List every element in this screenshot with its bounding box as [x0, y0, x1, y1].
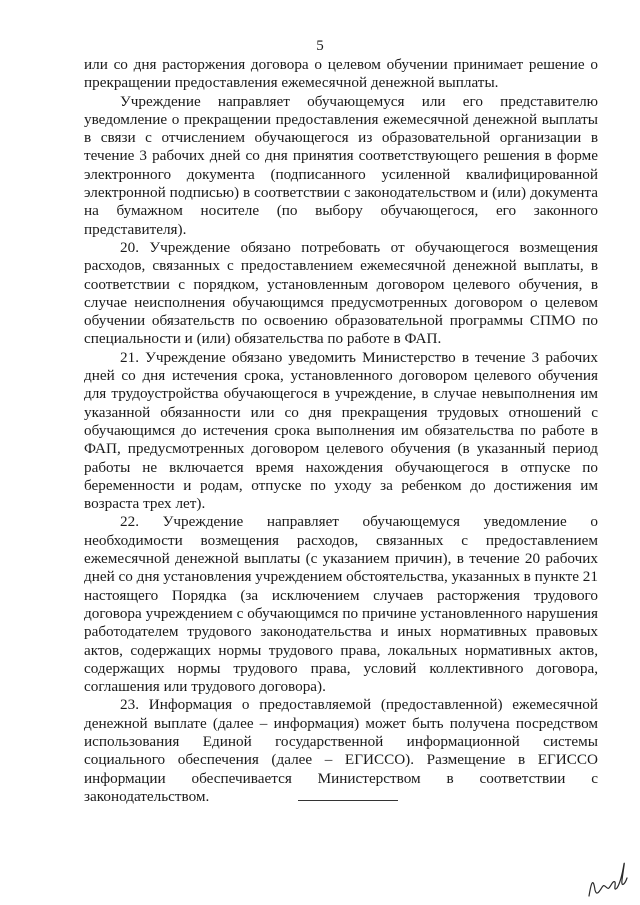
paragraph-item-23: 23. Информация о предоставляемой (предоставленной) ежемесячной денежной выплате (далее – информация) может быть получена посредством использования Единой государственной информационной системы социального обеспечения (далее – ЕГИССО). Размещение в ЕГИССО информации обеспечивается Министерством в соответствии с законодательством. — [84, 696, 598, 805]
document-body — [84, 56, 598, 806]
paragraph-item-20: 20. Учреждение обязано потребовать от обучающегося возмещения расходов, связанных с предоставлением ежемесячной денежной выплаты, в соответствии с порядком, установленным договором целевого обучения, в случае неисполнения обучающимся предусмотренных договором о целевом обучении обязательств по освоению образовательной программы СПМО по специальности и (или) обязательства по работе в ФАП. — [84, 238, 598, 348]
handwritten-initials — [583, 858, 633, 900]
paragraph-continuation: или со дня расторжения договора о целевом обучении принимает решение о прекращении предоставления ежемесячной денежной выплаты. — [84, 56, 598, 92]
paragraph-item-21: 21. Учреждение обязано уведомить Министерство в течение 3 рабочих дней со дня истечения срока, установленного договором целевого обучения для трудоустройства обучающегося в учреждение, в случае невыполнения им указанной обязанности или со дня прекращения трудовых отношений с обучающимся до истечения срока выполнения им обязательства по работе в ФАП, предусмотренных договором целевого обучения (в указанный период работы не включается время нахождения обучающегося в отпуске по беременности и родам, отпуске по уходу за ребенком до достижения им возраста трех лет). — [84, 348, 598, 513]
paragraph-item-22: 22. Учреждение направляет обучающемуся уведомление о необходимости возмещения расходов, связанных с предоставлением ежемесячной денежной выплаты (с указанием причин), в течение 20 рабочих дней со дня установления учреждением обстоятельства, указанных в пункте 21 настоящего Порядка (за исключением случаев расторжения трудового договора учреждением с обучающимся по причине установленного нарушения работодателем трудового законодательства и иных нормативных правовых актов, содержащих нормы трудового права, локальных нормативных актов, содержащих нормы трудового права, условий коллективного договора, соглашения или трудового договора). — [84, 513, 598, 696]
page-number: 5 — [316, 38, 324, 54]
paragraph-notice: Учреждение направляет обучающемуся или его представителю уведомление о прекращении предоставления ежемесячной денежной выплаты в связи с отчислением обучающегося из образовательной организации в течение 3 рабочих дней со дня принятия соответствующего решения в форме электронного документа (подписанного усиленной квалифицированной электронной подписью) в соответствии с законодательством и (или) документа на бумажном носителе (по выбору обучающегося, его законного представителя). — [84, 92, 598, 238]
end-divider — [298, 800, 398, 801]
